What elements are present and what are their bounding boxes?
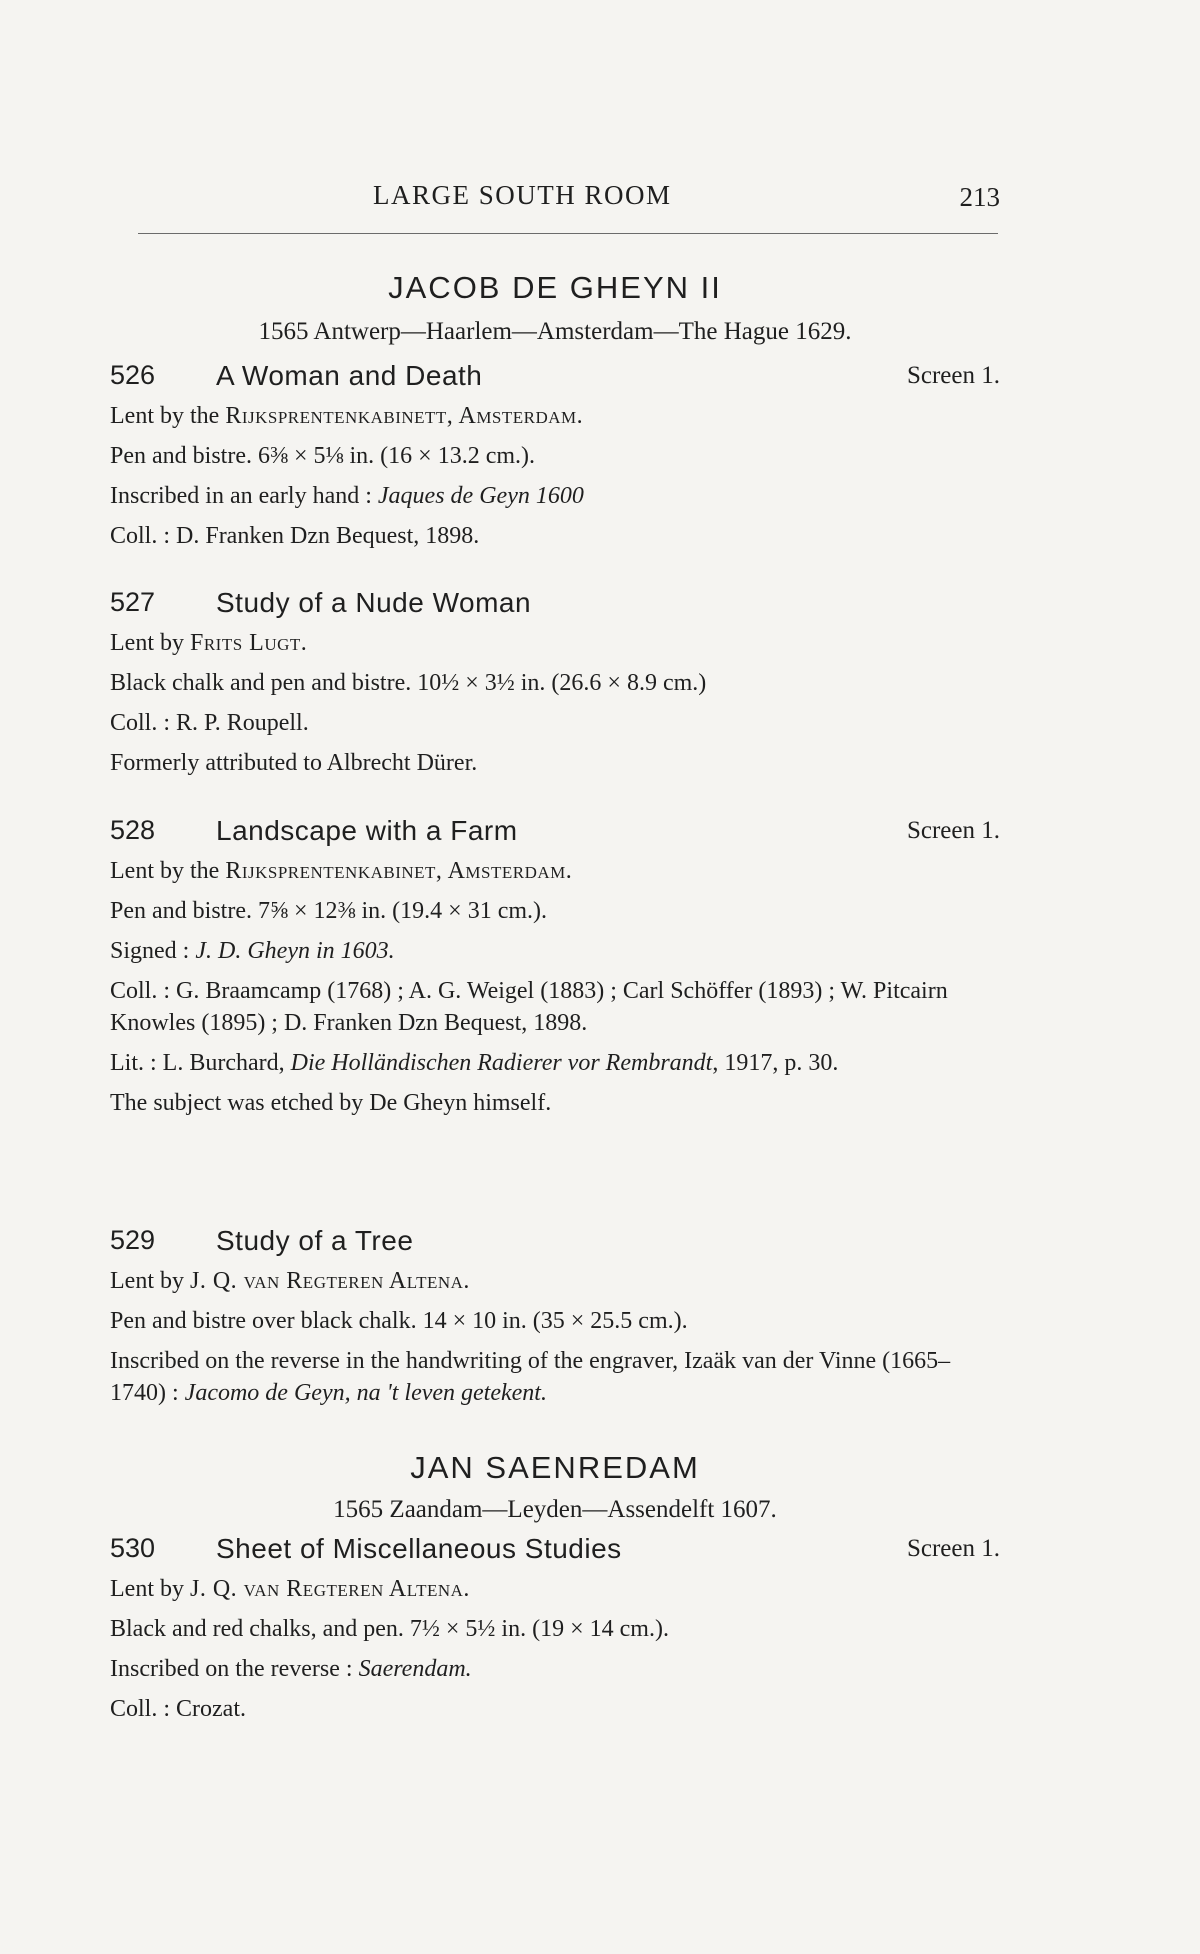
inscription-line: [110, 1345, 1000, 1409]
lender-line: [110, 627, 1000, 659]
inscription-prefix: Inscribed in an early hand :: [110, 483, 378, 509]
entry-number: 526: [110, 360, 156, 390]
signature-line: [110, 935, 1000, 967]
running-head: [110, 180, 1000, 216]
inscription-text: Jacomo de Geyn, na 't leven getekent.: [184, 1380, 547, 1406]
running-title: LARGE SOUTH ROOM: [373, 180, 672, 210]
lender-line: [110, 400, 1000, 432]
literature-suffix: , 1917, p. 30.: [712, 1050, 839, 1076]
literature-title: Die Holländischen Radierer vor Rembrandt: [290, 1050, 713, 1076]
note-line: The subject was etched by De Gheyn himself.: [110, 1090, 552, 1116]
lender-line: [110, 1265, 1000, 1297]
lender-prefix: Lent by the: [110, 403, 226, 429]
entry-title: Sheet of Miscellaneous Studies: [216, 1533, 622, 1564]
entry-heading: [110, 1225, 1000, 1265]
entry-title: Study of a Nude Woman: [216, 587, 532, 618]
lender-name: Frits Lugt.: [189, 630, 308, 656]
medium-line: Black chalk and pen and bistre. 10½ × 3½ in. (26.6 × 8.9 cm.): [110, 670, 707, 696]
lender-name: J. Q. van Regteren Altena.: [189, 1268, 470, 1294]
artist-life-dates: 1565 Zaandam—Leyden—Assendelft 1607.: [333, 1496, 777, 1523]
entry-number: 527: [110, 587, 156, 617]
catalogue-entry-527: [110, 587, 1000, 779]
inscription-line: [110, 480, 1000, 512]
medium-line: Pen and bistre. 7⅝ × 12⅜ in. (19.4 × 31 cm.).: [110, 898, 548, 924]
collection-line: Coll. : G. Braamcamp (1768) ; A. G. Weigel (1883) ; Carl Schöffer (1893) ; W. Pitcairn Knowles (1895) ; D. Franken Dzn Bequest, 1898.: [110, 978, 948, 1036]
artist-name: JAN SAENREDAM: [410, 1450, 700, 1485]
lender-prefix: Lent by: [110, 1576, 190, 1602]
note-line: Formerly attributed to Albrecht Dürer.: [110, 750, 478, 776]
entry-screen: Screen 1.: [906, 1535, 1000, 1562]
header-rule: [138, 233, 998, 234]
artist-name: JACOB DE GHEYN II: [388, 270, 722, 305]
lender-prefix: Lent by: [110, 1268, 190, 1294]
artist-life-dates: 1565 Antwerp—Haarlem—Amsterdam—The Hague 1629.: [258, 318, 852, 345]
lender-name: J. Q. van Regteren Altena.: [189, 1576, 470, 1602]
lender-name: Rijksprentenkabinett, Amsterdam.: [225, 403, 584, 429]
catalogue-entry-529: [110, 1225, 1000, 1409]
entry-heading: [110, 360, 1000, 400]
inscription-text: Jaques de Geyn 1600: [377, 483, 584, 509]
entry-number: 529: [110, 1225, 156, 1255]
entry-title: Study of a Tree: [216, 1225, 414, 1256]
entry-screen: Screen 1.: [906, 817, 1000, 844]
lender-prefix: Lent by: [110, 630, 190, 656]
collection-line: Coll. : R. P. Roupell.: [110, 710, 309, 736]
signature-text: J. D. Gheyn in 1603.: [195, 938, 395, 964]
catalogue-entry-530: [110, 1533, 1000, 1725]
entry-heading: [110, 587, 1000, 627]
literature-line: [110, 1047, 1000, 1079]
inscription-prefix: Inscribed on the reverse in the handwriting of the engraver, Izaäk van der Vinne (1665–1740) :: [110, 1348, 951, 1406]
lender-name: Rijksprentenkabinet, Amsterdam.: [225, 858, 573, 884]
entry-heading: [110, 815, 1000, 855]
inscription-text: Saerendam.: [358, 1656, 472, 1682]
entry-number: 530: [110, 1533, 156, 1563]
page-number: 213: [959, 182, 1000, 212]
entry-heading: [110, 1533, 1000, 1573]
entry-title: Landscape with a Farm: [216, 815, 518, 846]
medium-line: Pen and bistre over black chalk. 14 × 10 in. (35 × 25.5 cm.).: [110, 1308, 688, 1334]
entry-screen: Screen 1.: [906, 362, 1000, 389]
catalogue-entry-526: [110, 360, 1000, 552]
lender-prefix: Lent by the: [110, 858, 226, 884]
inscription-prefix: Inscribed on the reverse :: [110, 1656, 359, 1682]
lender-line: [110, 855, 1000, 887]
signature-prefix: Signed :: [110, 938, 196, 964]
entry-number: 528: [110, 815, 156, 845]
catalogue-entry-528: [110, 815, 1000, 1119]
medium-line: Pen and bistre. 6⅜ × 5⅛ in. (16 × 13.2 cm.).: [110, 443, 536, 469]
entry-title: A Woman and Death: [216, 360, 483, 391]
medium-line: Black and red chalks, and pen. 7½ × 5½ in. (19 × 14 cm.).: [110, 1616, 669, 1642]
literature-prefix: Lit. : L. Burchard,: [110, 1050, 291, 1076]
lender-line: [110, 1573, 1000, 1605]
inscription-line: [110, 1653, 1000, 1685]
collection-line: Coll. : D. Franken Dzn Bequest, 1898.: [110, 523, 480, 549]
collection-line: Coll. : Crozat.: [110, 1696, 246, 1722]
